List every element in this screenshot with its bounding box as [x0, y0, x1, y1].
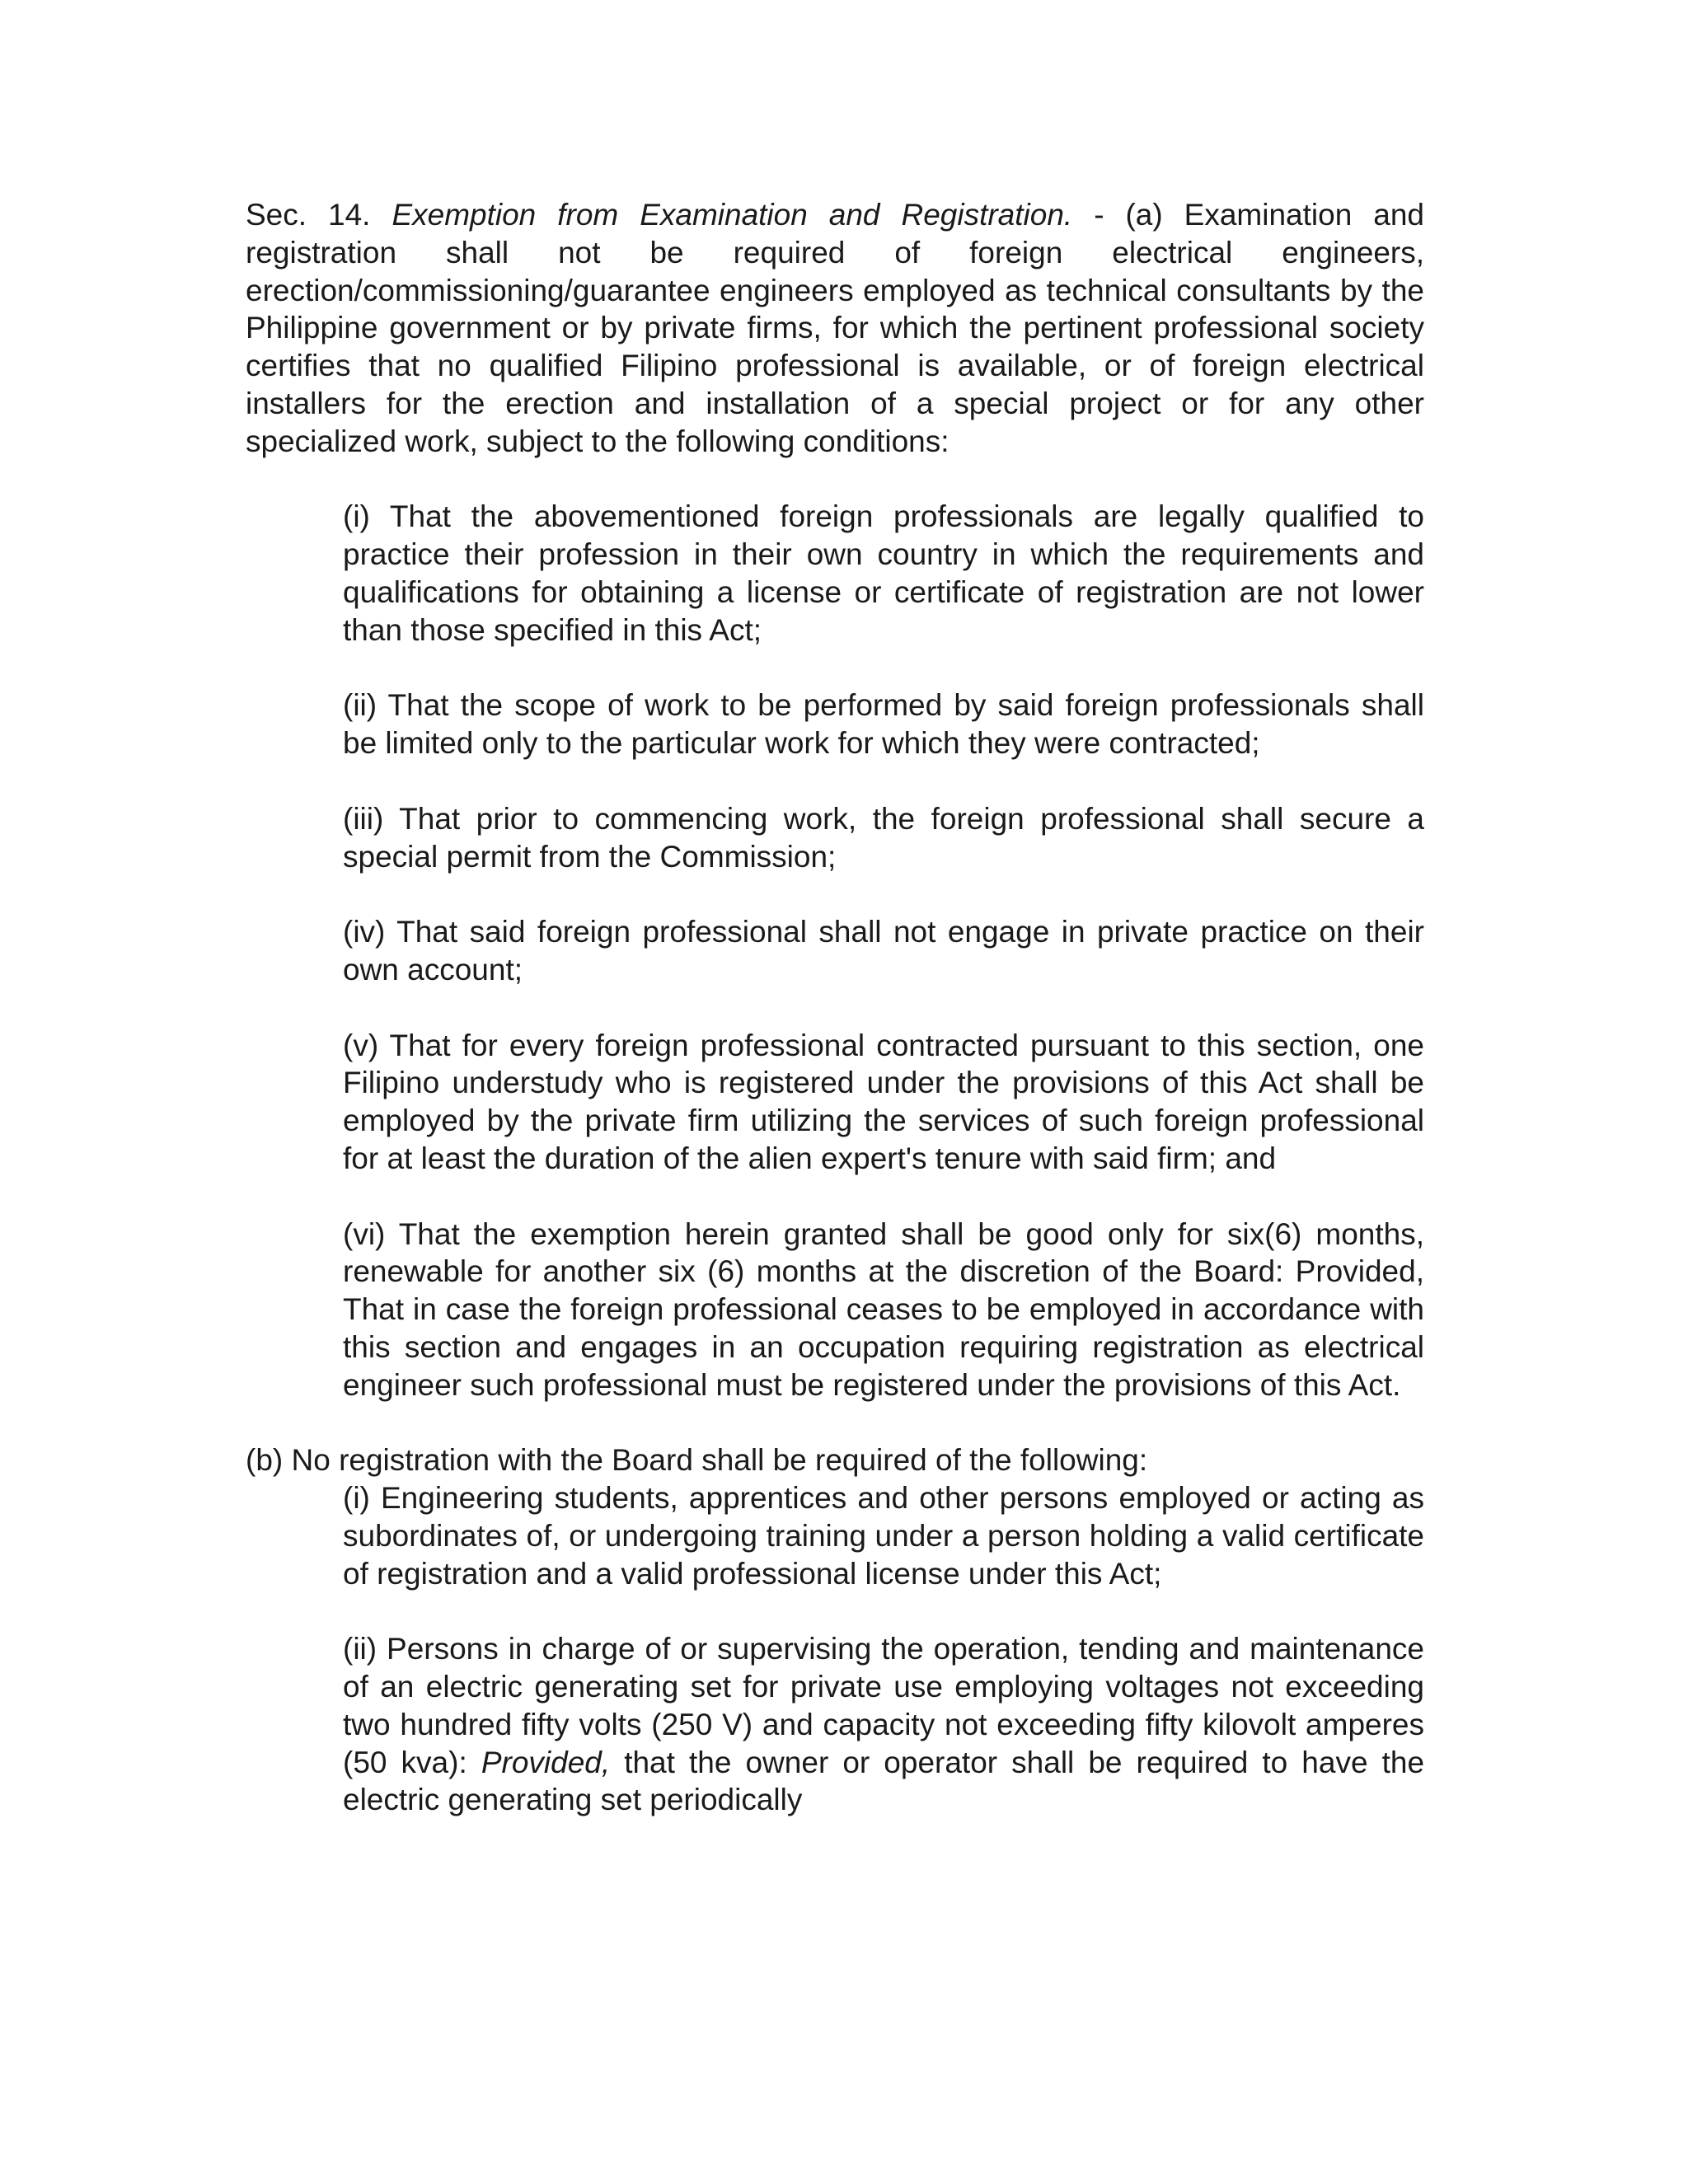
conditions-list-a: [343, 498, 1424, 1404]
condition-i: (i) That the abovementioned foreign professionals are legally qualified to practice their profession in their own country in which the requirements and qualifications for obtaining a license or certificate of registration are not lower than those specified in this Act;: [343, 499, 1424, 647]
section-label: Sec. 14.: [246, 198, 371, 232]
section-title: Exemption from Examination and Registration.: [392, 198, 1073, 232]
paragraph-a-text: - (a) Examination and registration shall not be required of foreign electrical engineers, erection/commissioning/guarantee engineers employed as technical consultants by the Philippine government or by private firms, for which the pertinent professional society certifies that no qualified Filipino professional is available, or of foreign electrical installers for the erection and installation of a special project or for any other specialized work, subject to the following conditions:: [246, 198, 1424, 458]
condition-v: (v) That for every foreign professional contracted pursuant to this section, one Filipino understudy who is registered under the provisions of this Act shall be employed by the private firm utilizing the services of such foreign professional for at least the duration of the alien expert's tenure with said firm; and: [343, 1028, 1424, 1175]
provided-clause: Provided,: [481, 1745, 611, 1779]
exemption-ii-text: (ii) Persons in charge of or supervising the operation, tending and maintenance of an electric generating set for private use employing voltages not exceeding two hundred fifty volts (250 V) and capacity not exceeding fifty kilovolt amperes (50 kva):: [343, 1632, 1424, 1779]
condition-vi: (vi) That the exemption herein granted shall be good only for six(6) months, renewable for another six (6) months at the discretion of the Board: Provided, That in case the foreign professional ceases to be employed in accordance with this section and engages in an occupation requiring registration as electrical engineer such professional must be registered under the provisions of this Act.: [343, 1216, 1424, 1402]
paragraph-a: [246, 196, 1424, 461]
exemption-ii: [343, 1630, 1424, 1819]
section-14-text: [246, 196, 1424, 1819]
condition-ii: (ii) That the scope of work to be performed by said foreign professionals shall be limited only to the particular work for which they were contracted;: [343, 688, 1424, 761]
condition-iii: (iii) That prior to commencing work, the foreign professional shall secure a special permit from the Commission;: [343, 801, 1424, 874]
condition-iv: (iv) That said foreign professional shall not engage in private practice on their own account;: [343, 915, 1424, 987]
paragraph-b-intro: (b) No registration with the Board shall be required of the following:: [246, 1443, 1148, 1478]
exemption-ii-continuation: that the owner or operator shall be required to have the electric generating set periodically: [343, 1745, 1425, 1817]
exemptions-list-b: [343, 1479, 1424, 1819]
exemption-i: (i) Engineering students, apprentices and other persons employed or acting as subordinates of, or undergoing training under a person holding a valid certificate of registration and a valid professional license under this Act;: [343, 1481, 1424, 1591]
